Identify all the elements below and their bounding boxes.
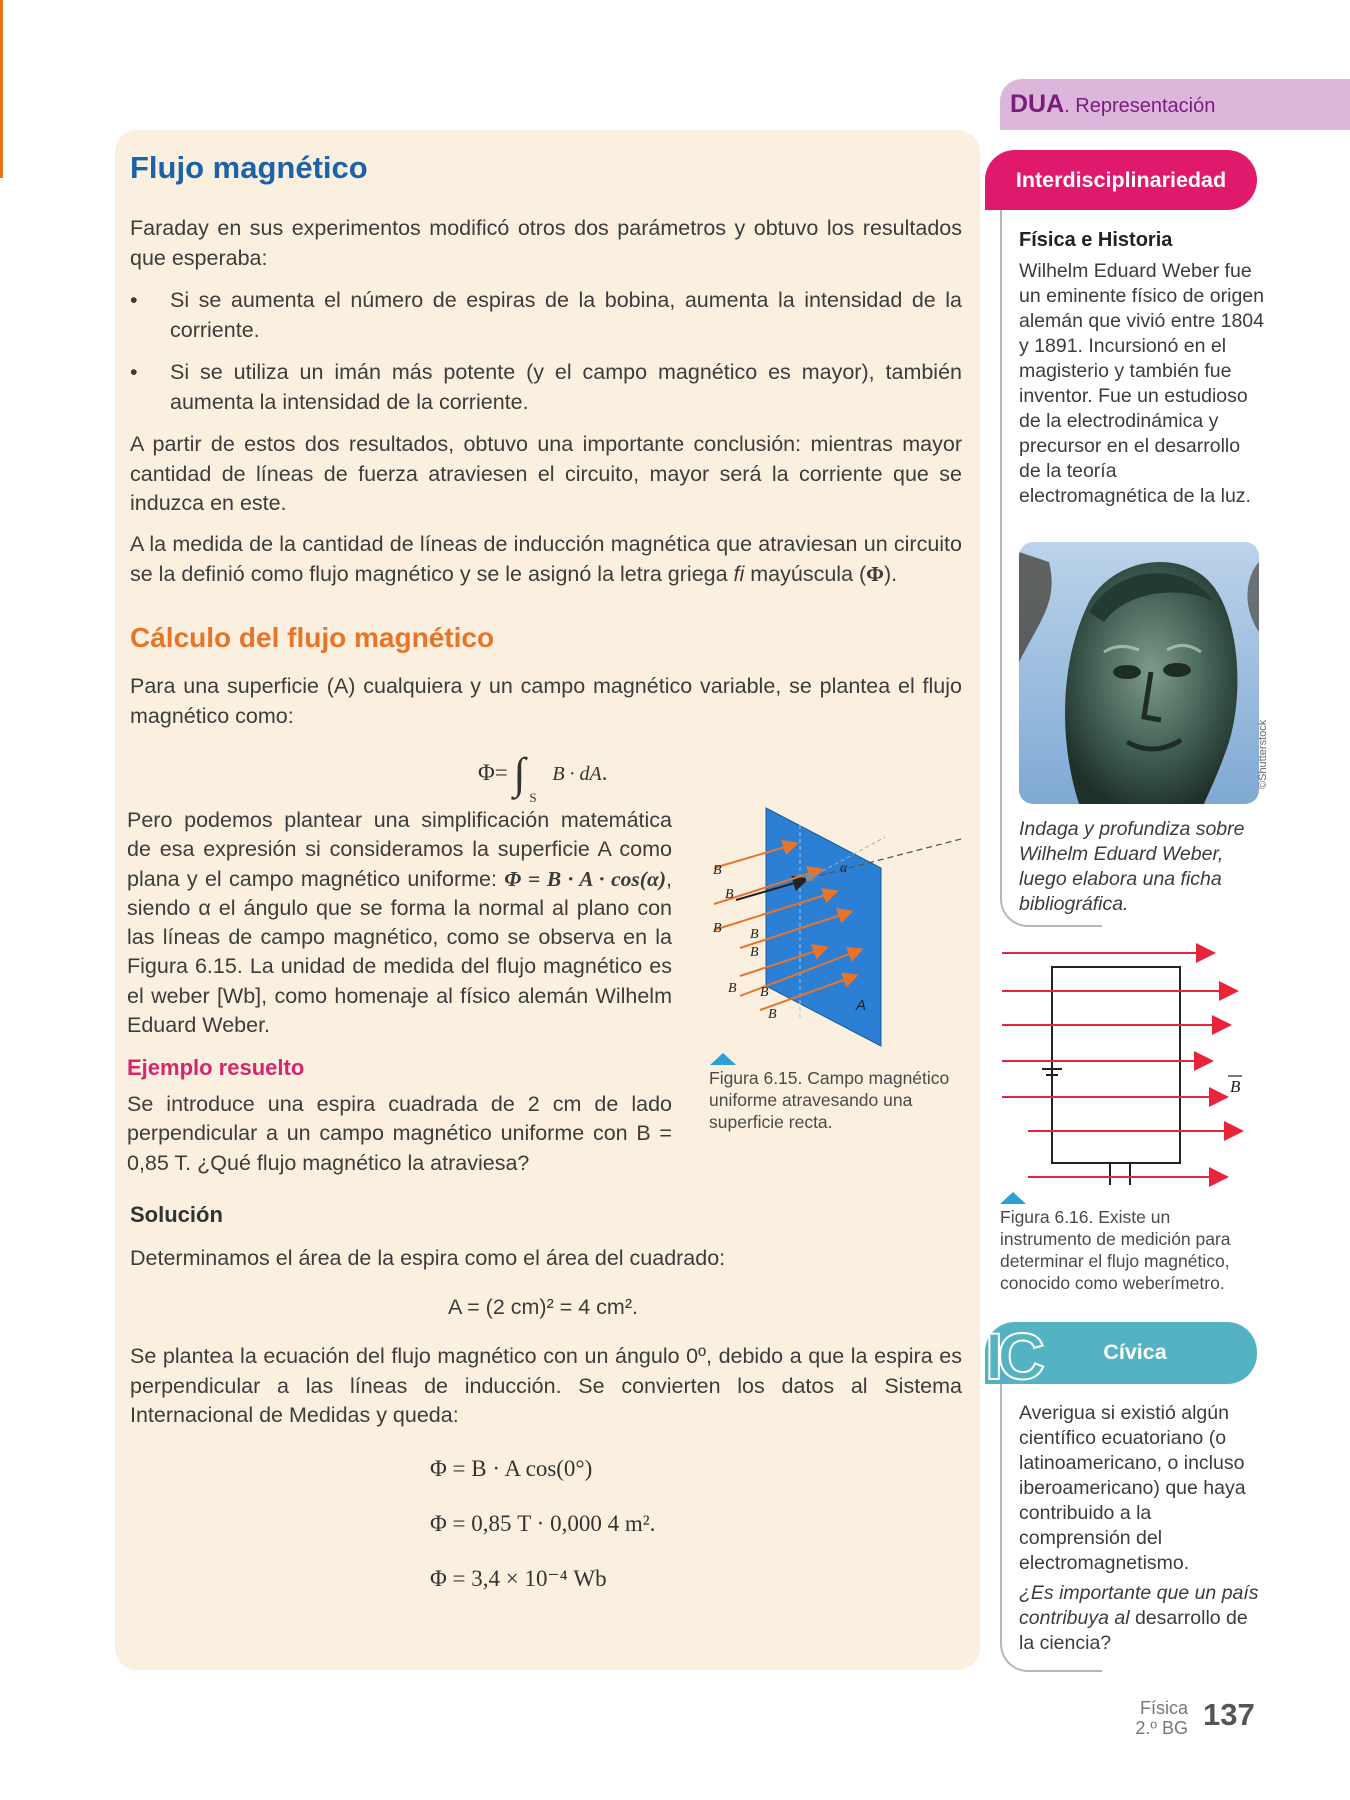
b-label: B: [760, 985, 769, 1000]
solution-step-1: Determinamos el área de la espira como el área del cuadrado:: [130, 1246, 726, 1270]
portrait-illustration: [1019, 542, 1259, 804]
dua-banner-label: [1010, 90, 1215, 119]
dua-banner-rest: . Representación: [1064, 95, 1216, 117]
bullet-dot: •: [130, 288, 138, 312]
b-label: B: [750, 945, 759, 960]
integral-formula: [478, 740, 608, 805]
dua-banner-bold: DUA: [1010, 90, 1065, 118]
area-formula: A = (2 cm)² = 4 cm².: [448, 1295, 638, 1319]
simplified-formula: Φ = B · A · cos(α): [504, 866, 667, 891]
area-label: A: [856, 997, 867, 1014]
normal-origin-marker: [806, 874, 813, 881]
formula-rhs: B · dA: [552, 763, 602, 785]
alpha-label: α: [840, 861, 848, 876]
page-number: 137: [1203, 1697, 1255, 1732]
definition-text-b: mayúscula (: [744, 561, 867, 586]
solution-step-2: Se plantea la ecuación del flujo magnético con un ángulo 0º, debido a que la espira es perpendicular a las líneas de inducción. Se convierten los datos al Sistema Internacional de Medidas y queda:: [130, 1344, 962, 1427]
civica-question-rest: desarrollo de la ciencia?: [1019, 1607, 1248, 1654]
footer-subject: Física: [1139, 1698, 1188, 1718]
simplification-text-b: , siendo α el ángulo que se forma la normal al plano con las líneas de campo magnético, como se observa en la Figura 6.15. La unidad de medida del flujo magnético es el weber [Wb], como homenaje al físico alemán Wilhelm Eduard Weber.: [127, 866, 672, 1038]
section-title: Flujo magnético: [130, 150, 368, 185]
calc-section-title: Cálculo del flujo magnético: [130, 622, 495, 653]
civica-tab-label: Cívica: [1103, 1340, 1167, 1364]
photo-credit: ©Shutterstock: [1257, 719, 1269, 789]
civica-question-italic: ¿Es importante que un país contribuya al: [1019, 1582, 1259, 1629]
example-statement: Se introduce una espira cuadrada de 2 cm de lado perpendicular a un campo magnético uniforme con B = 0,85 T. ¿Qué flujo magnético la atraviesa?: [127, 1092, 672, 1175]
equation-line: Φ = 3,4 × 10⁻⁴ Wb: [430, 1566, 607, 1591]
formula-end: .: [601, 760, 608, 785]
integral-subscript: S: [529, 790, 537, 805]
equation-line: Φ = B · A cos(0°): [430, 1456, 593, 1481]
definition-text-a: A la medida de la cantidad de líneas de inducción magnética que atraviesan un circuito se la definió como flujo magnético y se le asignó la letra griega: [130, 532, 962, 586]
figure-6-16: [1000, 935, 1280, 1195]
bullet-text: Si se aumenta el número de espiras de la bobina, aumenta la intensidad de la corriente.: [170, 288, 962, 342]
calc-intro-paragraph: Para una superficie (A) cualquiera y un campo magnético variable, se plantea el flujo magnético como:: [130, 674, 962, 728]
civica-text: Averigua si existió algún científico ecuatoriano (o latinoamericano, o incluso iberoamericano) que haya contribuido a la comprensión del electromagnetismo.: [1019, 1402, 1246, 1574]
page-edge-bar: [0, 0, 3, 178]
civica-question: [1019, 1581, 1264, 1656]
integral-sign: ∫: [513, 749, 526, 798]
figure-6-16-caption: Figura 6.16. Existe un instrumento de medición para determinar el flujo magnético, conocido como weberímetro.: [1000, 1207, 1231, 1293]
bullet-text: Si se utiliza un imán más potente (y el campo magnético es mayor), también aumenta la intensidad de la corriente.: [170, 360, 962, 414]
caption-marker: [1000, 1192, 1026, 1204]
intro-paragraph: Faraday en sus experimentos modificó otros dos parámetros y obtuvo los resultados que esperaba:: [130, 216, 962, 270]
bullet-item: [130, 286, 962, 345]
figure-6-15: [700, 800, 970, 1056]
definition-paragraph: [130, 530, 962, 589]
b-label: B: [725, 887, 734, 902]
interdisciplinary-text: Wilhelm Eduard Weber fue un eminente físico de origen alemán que vivió entre 1804 y 1891. Incursionó en el magisterio y también fue inventor. Fue un estudioso de la electrodinámica y precursor en el desarrollo de la teoría electromagnética de la luz.: [1019, 260, 1264, 507]
caption-marker: [710, 1053, 736, 1065]
conclusion-paragraph: A partir de estos dos resultados, obtuvo una importante conclusión: mientras mayor cantidad de líneas de fuerza atraviesen el circuito, mayor será la corriente que se induzca en este.: [130, 432, 962, 515]
definition-text-c: ).: [884, 561, 898, 586]
interdisciplinary-task: Indaga y profundiza sobre Wilhelm Eduard Weber, luego elabora una ficha bibliográfica.: [1019, 818, 1245, 915]
simplification-text-a: Pero podemos plantear una simplificación matemática de esa expresión si consideramos la superficie A como plana y el campo magnético uniforme:: [127, 808, 672, 891]
b-label: B: [713, 921, 722, 936]
interdisciplinary-subtitle: Física e Historia: [1019, 229, 1173, 251]
interdisciplinary-tab-label: Interdisciplinariedad: [1015, 168, 1227, 192]
b-label: B: [1230, 1077, 1241, 1096]
loop-frame: [1052, 967, 1180, 1163]
formula-lhs: Φ=: [478, 760, 508, 785]
b-label: B: [728, 981, 737, 996]
weber-portrait-photo: [1019, 542, 1259, 804]
b-label: B: [768, 1007, 777, 1022]
example-title: Ejemplo resuelto: [127, 1055, 305, 1080]
ic-logo: IC: [985, 1319, 1039, 1393]
footer-grade: 2.º BG: [1135, 1718, 1188, 1738]
phi-symbol: Φ: [866, 561, 884, 586]
b-label: B: [713, 863, 722, 878]
definition-fi: fi: [733, 561, 745, 586]
bullet-dot: •: [130, 360, 138, 384]
bullet-item: [130, 358, 962, 417]
b-label: B: [750, 927, 759, 942]
figure-6-15-caption: Figura 6.15. Campo magnético uniforme atravesando una superficie recta.: [709, 1068, 950, 1132]
solution-title: Solución: [130, 1202, 223, 1227]
simplification-paragraph: [127, 806, 672, 1040]
equation-line: Φ = 0,85 T · 0,000 4 m².: [430, 1511, 656, 1536]
